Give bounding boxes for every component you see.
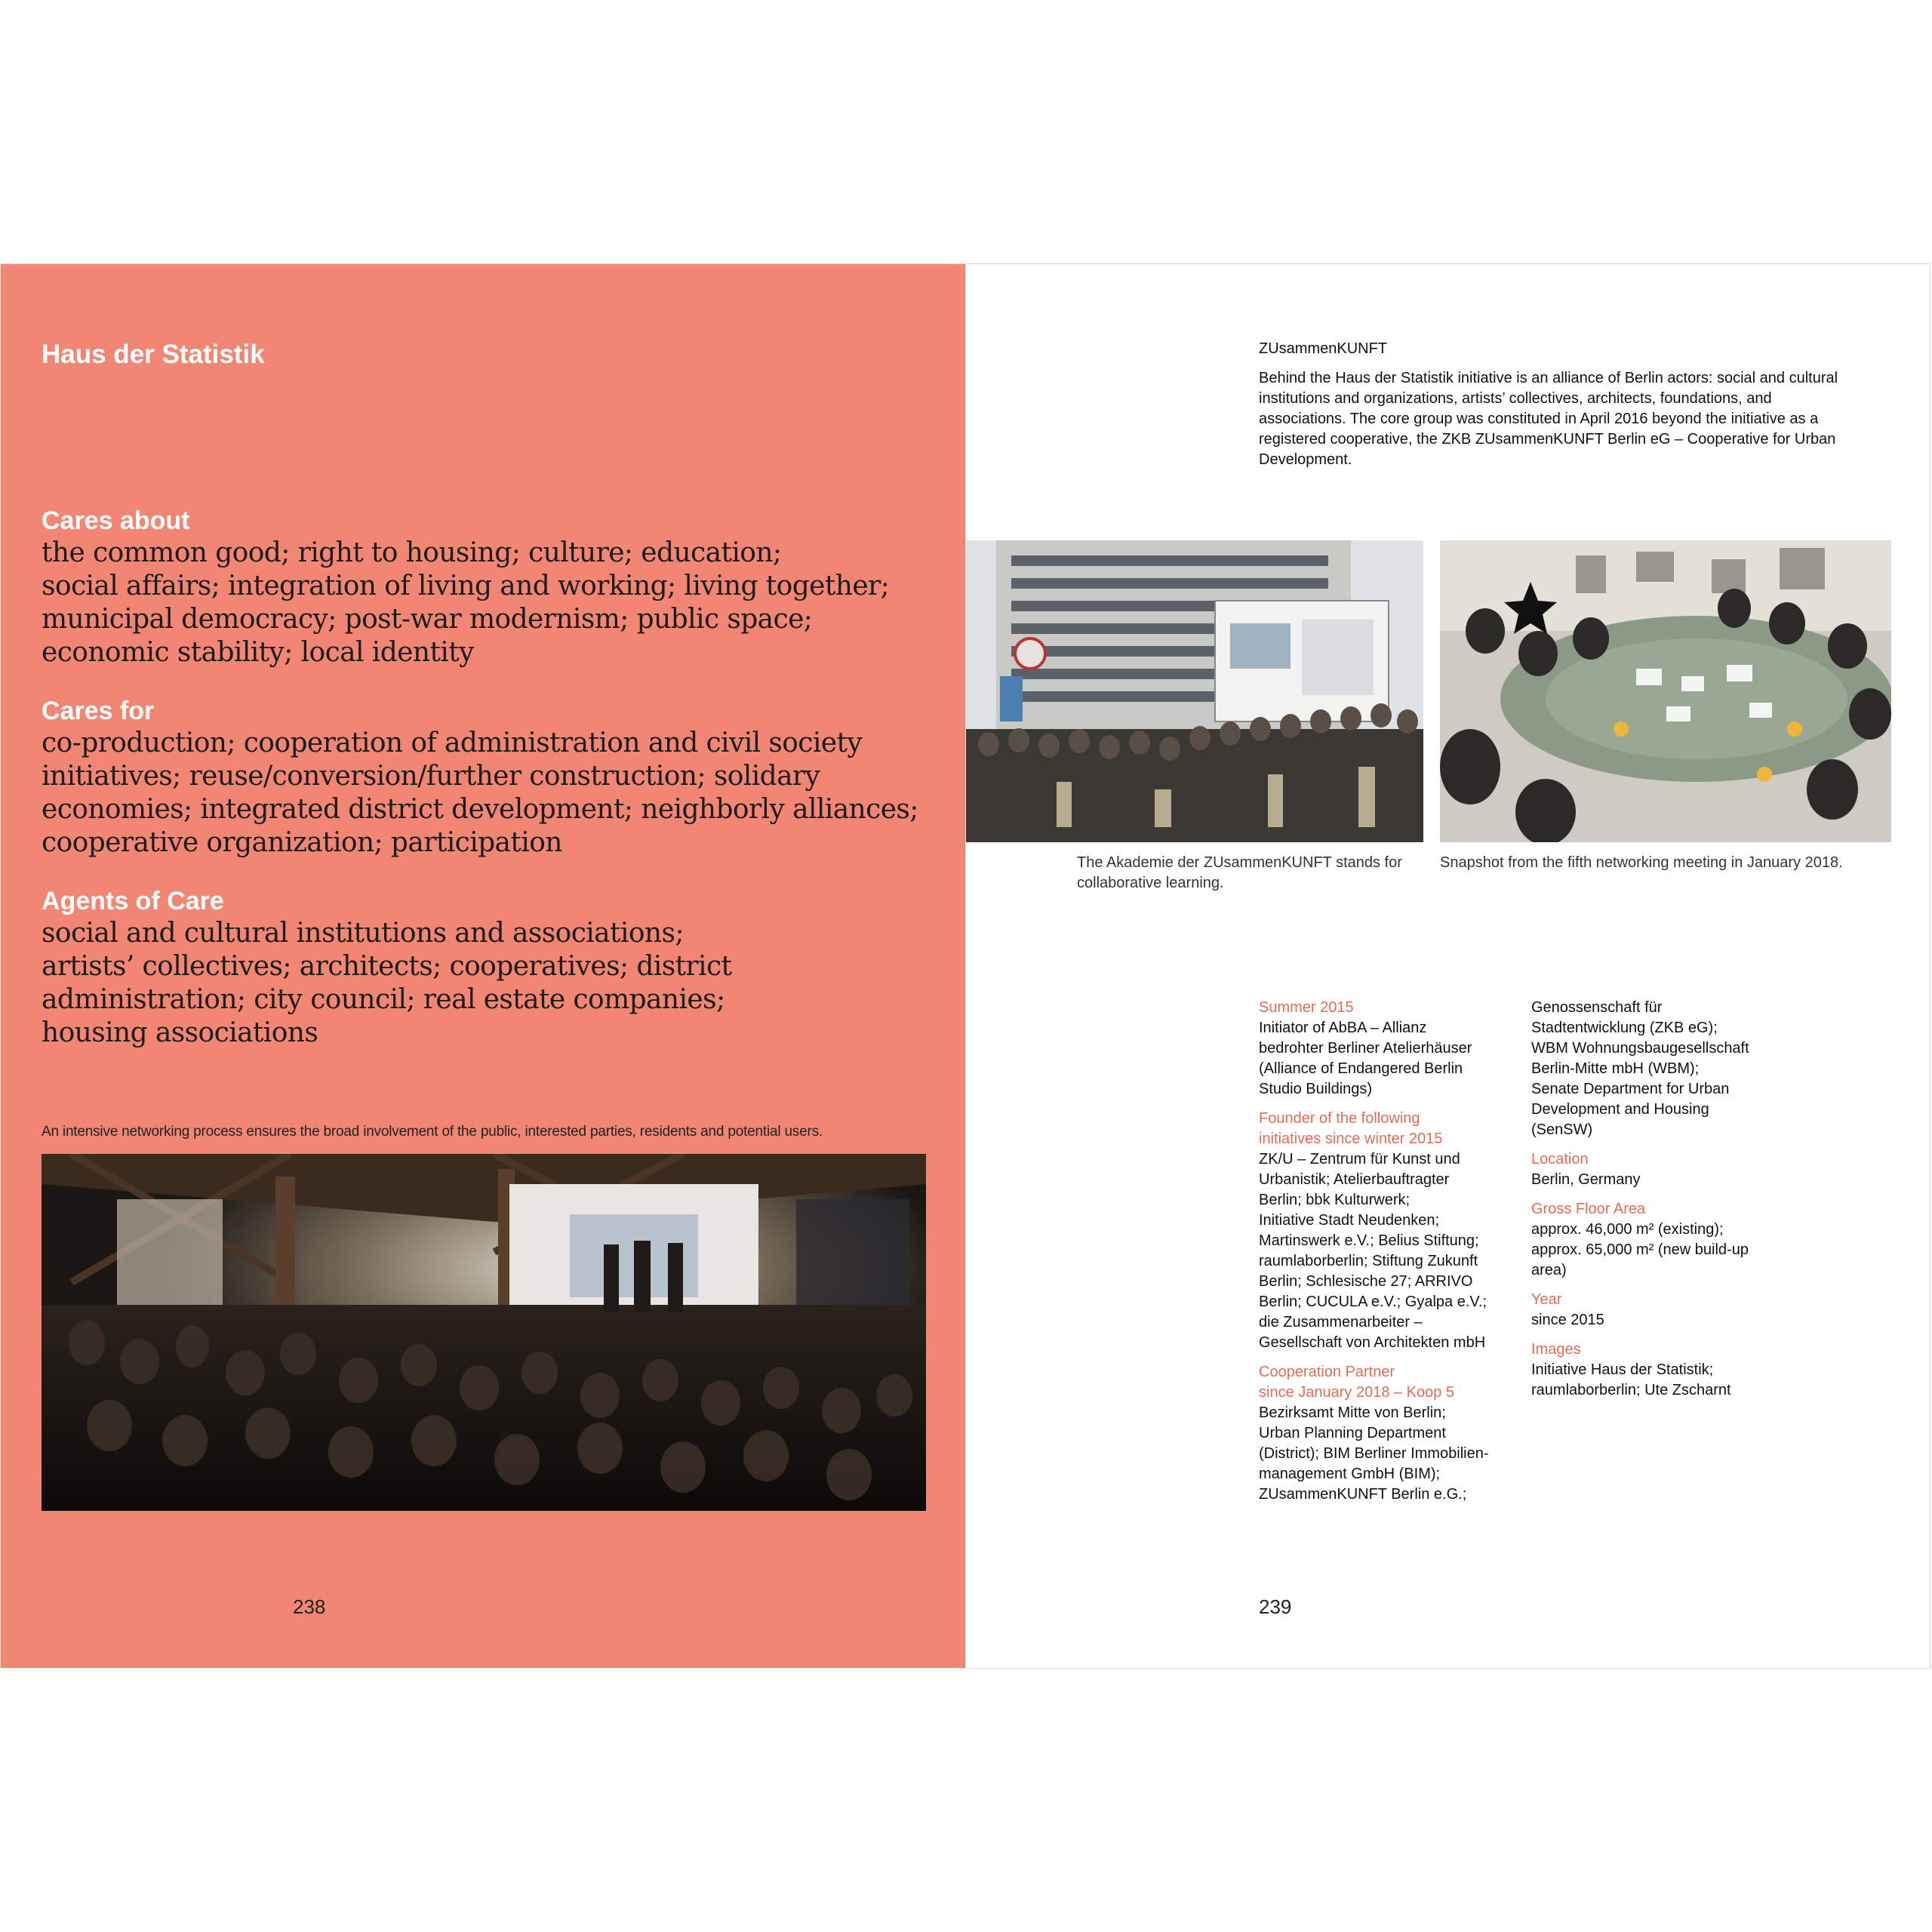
info-value <box>1531 1170 1788 1190</box>
value-line: approx. 46,000 m² (existing); <box>1531 1221 1724 1238</box>
value-line: area) <box>1531 1262 1567 1278</box>
project-info-left <box>1259 998 1515 1514</box>
value-line: Genossenschaft für <box>1531 999 1663 1016</box>
section-cares-for <box>42 695 918 860</box>
info-value <box>1259 1018 1515 1100</box>
value-line: Gesellschaft von Architekten mbH <box>1259 1334 1486 1351</box>
label-line: Year <box>1531 1291 1562 1308</box>
value-line: bedrohter Berliner Atelierhäuser <box>1259 1040 1472 1057</box>
label-line: since January 2018 – Koop 5 <box>1259 1384 1455 1401</box>
value-line: Senate Department for Urban <box>1531 1081 1730 1097</box>
value-line: die Zusammenarbeiter – <box>1259 1314 1423 1331</box>
section-body <box>42 537 889 669</box>
info-label <box>1531 1290 1788 1310</box>
value-line: Berlin; CUCULA e.V.; Gyalpa e.V.; <box>1259 1294 1487 1310</box>
body-line: municipal democracy; post-war modernism; public space; <box>42 604 813 635</box>
building-crowd-photo <box>966 540 1423 842</box>
section-agents-of-care <box>42 885 731 1050</box>
info-label <box>1259 998 1515 1018</box>
caption-line: The Akademie der ZUsammenKUNFT stands for <box>1077 854 1402 871</box>
info-value <box>1531 998 1788 1140</box>
label-line: Images <box>1531 1341 1581 1358</box>
value-line: Berlin; Schlesische 27; ARRIVO <box>1259 1273 1473 1290</box>
meeting-photo <box>1440 540 1891 842</box>
body-line: social affairs; integration of living and working; living together; <box>42 571 890 601</box>
book-spread <box>0 263 1932 1669</box>
value-line: management GmbH (BIM); <box>1259 1466 1441 1482</box>
label-line: initiatives since winter 2015 <box>1259 1131 1443 1147</box>
value-line: since 2015 <box>1531 1312 1604 1328</box>
event-hall-photo <box>42 1154 926 1511</box>
caption-line: Snapshot from the fifth networking meeting in January 2018. <box>1440 854 1843 871</box>
body-line: initiatives; reuse/conversion/further construction; solidary <box>42 761 820 792</box>
label-line: Founder of the following <box>1259 1110 1420 1127</box>
value-line: WBM Wohnungsbaugesellschaft <box>1531 1040 1749 1057</box>
label-line: Location <box>1531 1151 1589 1168</box>
body-line: social and cultural institutions and associations; <box>42 918 684 949</box>
value-line: Berlin; bbk Kulturwerk; <box>1259 1192 1411 1208</box>
value-line: Berlin, Germany <box>1531 1171 1641 1188</box>
section-cares-about <box>42 505 889 669</box>
intro-line: registered cooperative, the ZKB ZUsammenKUNFT Berlin eG – Cooperative for Urban <box>1259 431 1836 448</box>
label-line: Summer 2015 <box>1259 999 1354 1016</box>
value-line: raumlaborberlin; Stiftung Zukunft <box>1259 1253 1478 1269</box>
building-crowd-illustration <box>966 540 1423 842</box>
photo1-caption <box>1077 853 1402 894</box>
info-label <box>1531 1199 1788 1220</box>
intro-title: ZUsammenKUNFT <box>1259 340 1388 357</box>
caption-line: collaborative learning. <box>1077 875 1224 891</box>
body-line: administration; city council; real estate companies; <box>42 984 725 1015</box>
intro-line: institutions and organizations, artists’ collectives, architects, foundations, and <box>1259 390 1772 407</box>
value-line: Initiator of AbBA – Allianz <box>1259 1020 1427 1036</box>
value-line: Berlin-Mitte mbH (WBM); <box>1531 1060 1700 1077</box>
intro-line: Development. <box>1259 451 1352 468</box>
label-line: Cooperation Partner <box>1259 1364 1395 1380</box>
page-number: 239 <box>1259 1595 1292 1618</box>
info-label <box>1531 1149 1788 1170</box>
value-line: ZK/U – Zentrum für Kunst und <box>1259 1151 1460 1168</box>
intro-line: Behind the Haus der Statistik initiative is an alliance of Berlin actors: social and cultural <box>1259 370 1838 386</box>
project-info-right <box>1531 998 1788 1410</box>
value-line: (SenSW) <box>1531 1121 1593 1138</box>
section-body <box>42 727 918 860</box>
value-line: Studio Buildings) <box>1259 1081 1373 1097</box>
info-label <box>1259 1109 1515 1149</box>
value-line: ZUsammenKUNFT Berlin e.G.; <box>1259 1486 1467 1503</box>
section-heading: Agents of Care <box>42 887 224 915</box>
value-line: Stadtentwicklung (ZKB eG); <box>1531 1020 1718 1036</box>
value-line: (Alliance of Endangered Berlin <box>1259 1060 1463 1077</box>
meeting-illustration <box>1440 540 1891 842</box>
value-line: Urban Planning Department <box>1259 1425 1446 1441</box>
info-label <box>1259 1362 1515 1403</box>
value-line: Urbanistik; Atelierbauftragter <box>1259 1171 1450 1188</box>
intro-text <box>1259 368 1878 470</box>
page-title: Haus der Statistik <box>42 340 265 369</box>
body-line: housing associations <box>42 1017 318 1048</box>
info-value <box>1531 1310 1788 1331</box>
photo2-caption <box>1440 853 1843 873</box>
body-line: the common good; right to housing; culture; education; <box>42 537 782 568</box>
value-line: Initiative Haus der Statistik; <box>1531 1361 1714 1378</box>
value-line: Martinswerk e.V.; Belius Stiftung; <box>1259 1232 1479 1249</box>
left-page <box>0 263 966 1669</box>
value-line: Initiative Stadt Neudenken; <box>1259 1212 1440 1229</box>
value-line: raumlaborberlin; Ute Zscharnt <box>1531 1382 1731 1398</box>
right-page <box>966 263 1930 1669</box>
info-value <box>1259 1149 1515 1353</box>
body-line: artists’ collectives; architects; cooperatives; district <box>42 951 732 982</box>
body-line: co-production; cooperation of administration and civil society <box>42 728 863 758</box>
info-label <box>1531 1340 1788 1360</box>
section-body <box>42 917 731 1050</box>
value-line: Bezirksamt Mitte von Berlin; <box>1259 1404 1446 1421</box>
body-line: economies; integrated district development; neighborly alliances; <box>42 794 918 825</box>
info-value <box>1259 1403 1515 1505</box>
value-line: Development and Housing <box>1531 1101 1709 1118</box>
event-hall-illustration <box>42 1154 926 1511</box>
label-line: Gross Floor Area <box>1531 1201 1646 1217</box>
info-value <box>1531 1220 1788 1281</box>
section-heading: Cares for <box>42 697 155 725</box>
section-heading: Cares about <box>42 506 190 535</box>
body-line: cooperative organization; participation <box>42 827 562 858</box>
intro-line: associations. The core group was constituted in April 2016 beyond the initiative as a <box>1259 411 1819 427</box>
value-line: approx. 65,000 m² (new build-up <box>1531 1241 1749 1258</box>
value-line: (District); BIM Berliner Immobilien- <box>1259 1445 1489 1462</box>
info-value <box>1531 1360 1788 1401</box>
photo-caption: An intensive networking process ensures the broad involvement of the public, interested parties, residents and potential users. <box>42 1124 823 1140</box>
body-line: economic stability; local identity <box>42 637 474 668</box>
page-number: 238 <box>293 1595 326 1618</box>
